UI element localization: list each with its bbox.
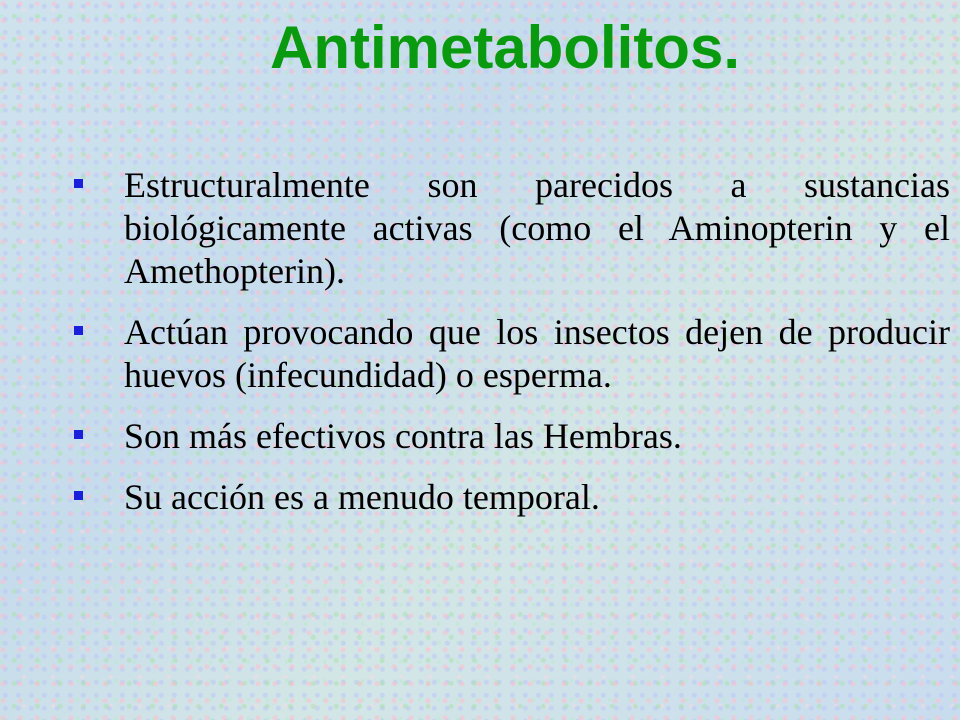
square-bullet-icon bbox=[74, 179, 83, 188]
bullet-text: Actúan provocando que los insectos dejen de producir huevos (infecundidad) o esperma. bbox=[124, 312, 950, 395]
bullet-list bbox=[64, 164, 950, 519]
bullet-text: Su acción es a menudo temporal. bbox=[124, 477, 600, 517]
bullet-item bbox=[64, 164, 950, 293]
bullet-item bbox=[64, 476, 950, 519]
bullet-item bbox=[64, 415, 950, 458]
slide-title: Antimetabolitos. bbox=[269, 14, 740, 81]
square-bullet-icon bbox=[74, 491, 83, 500]
bullet-text: Estructuralmente son parecidos a sustancias biológicamente activas (como el Aminopterin y el Amethopterin). bbox=[124, 165, 950, 291]
square-bullet-icon bbox=[74, 326, 83, 335]
bullet-item bbox=[64, 311, 950, 397]
square-bullet-icon bbox=[74, 430, 83, 439]
bullet-text: Son más efectivos contra las Hembras. bbox=[124, 416, 682, 456]
